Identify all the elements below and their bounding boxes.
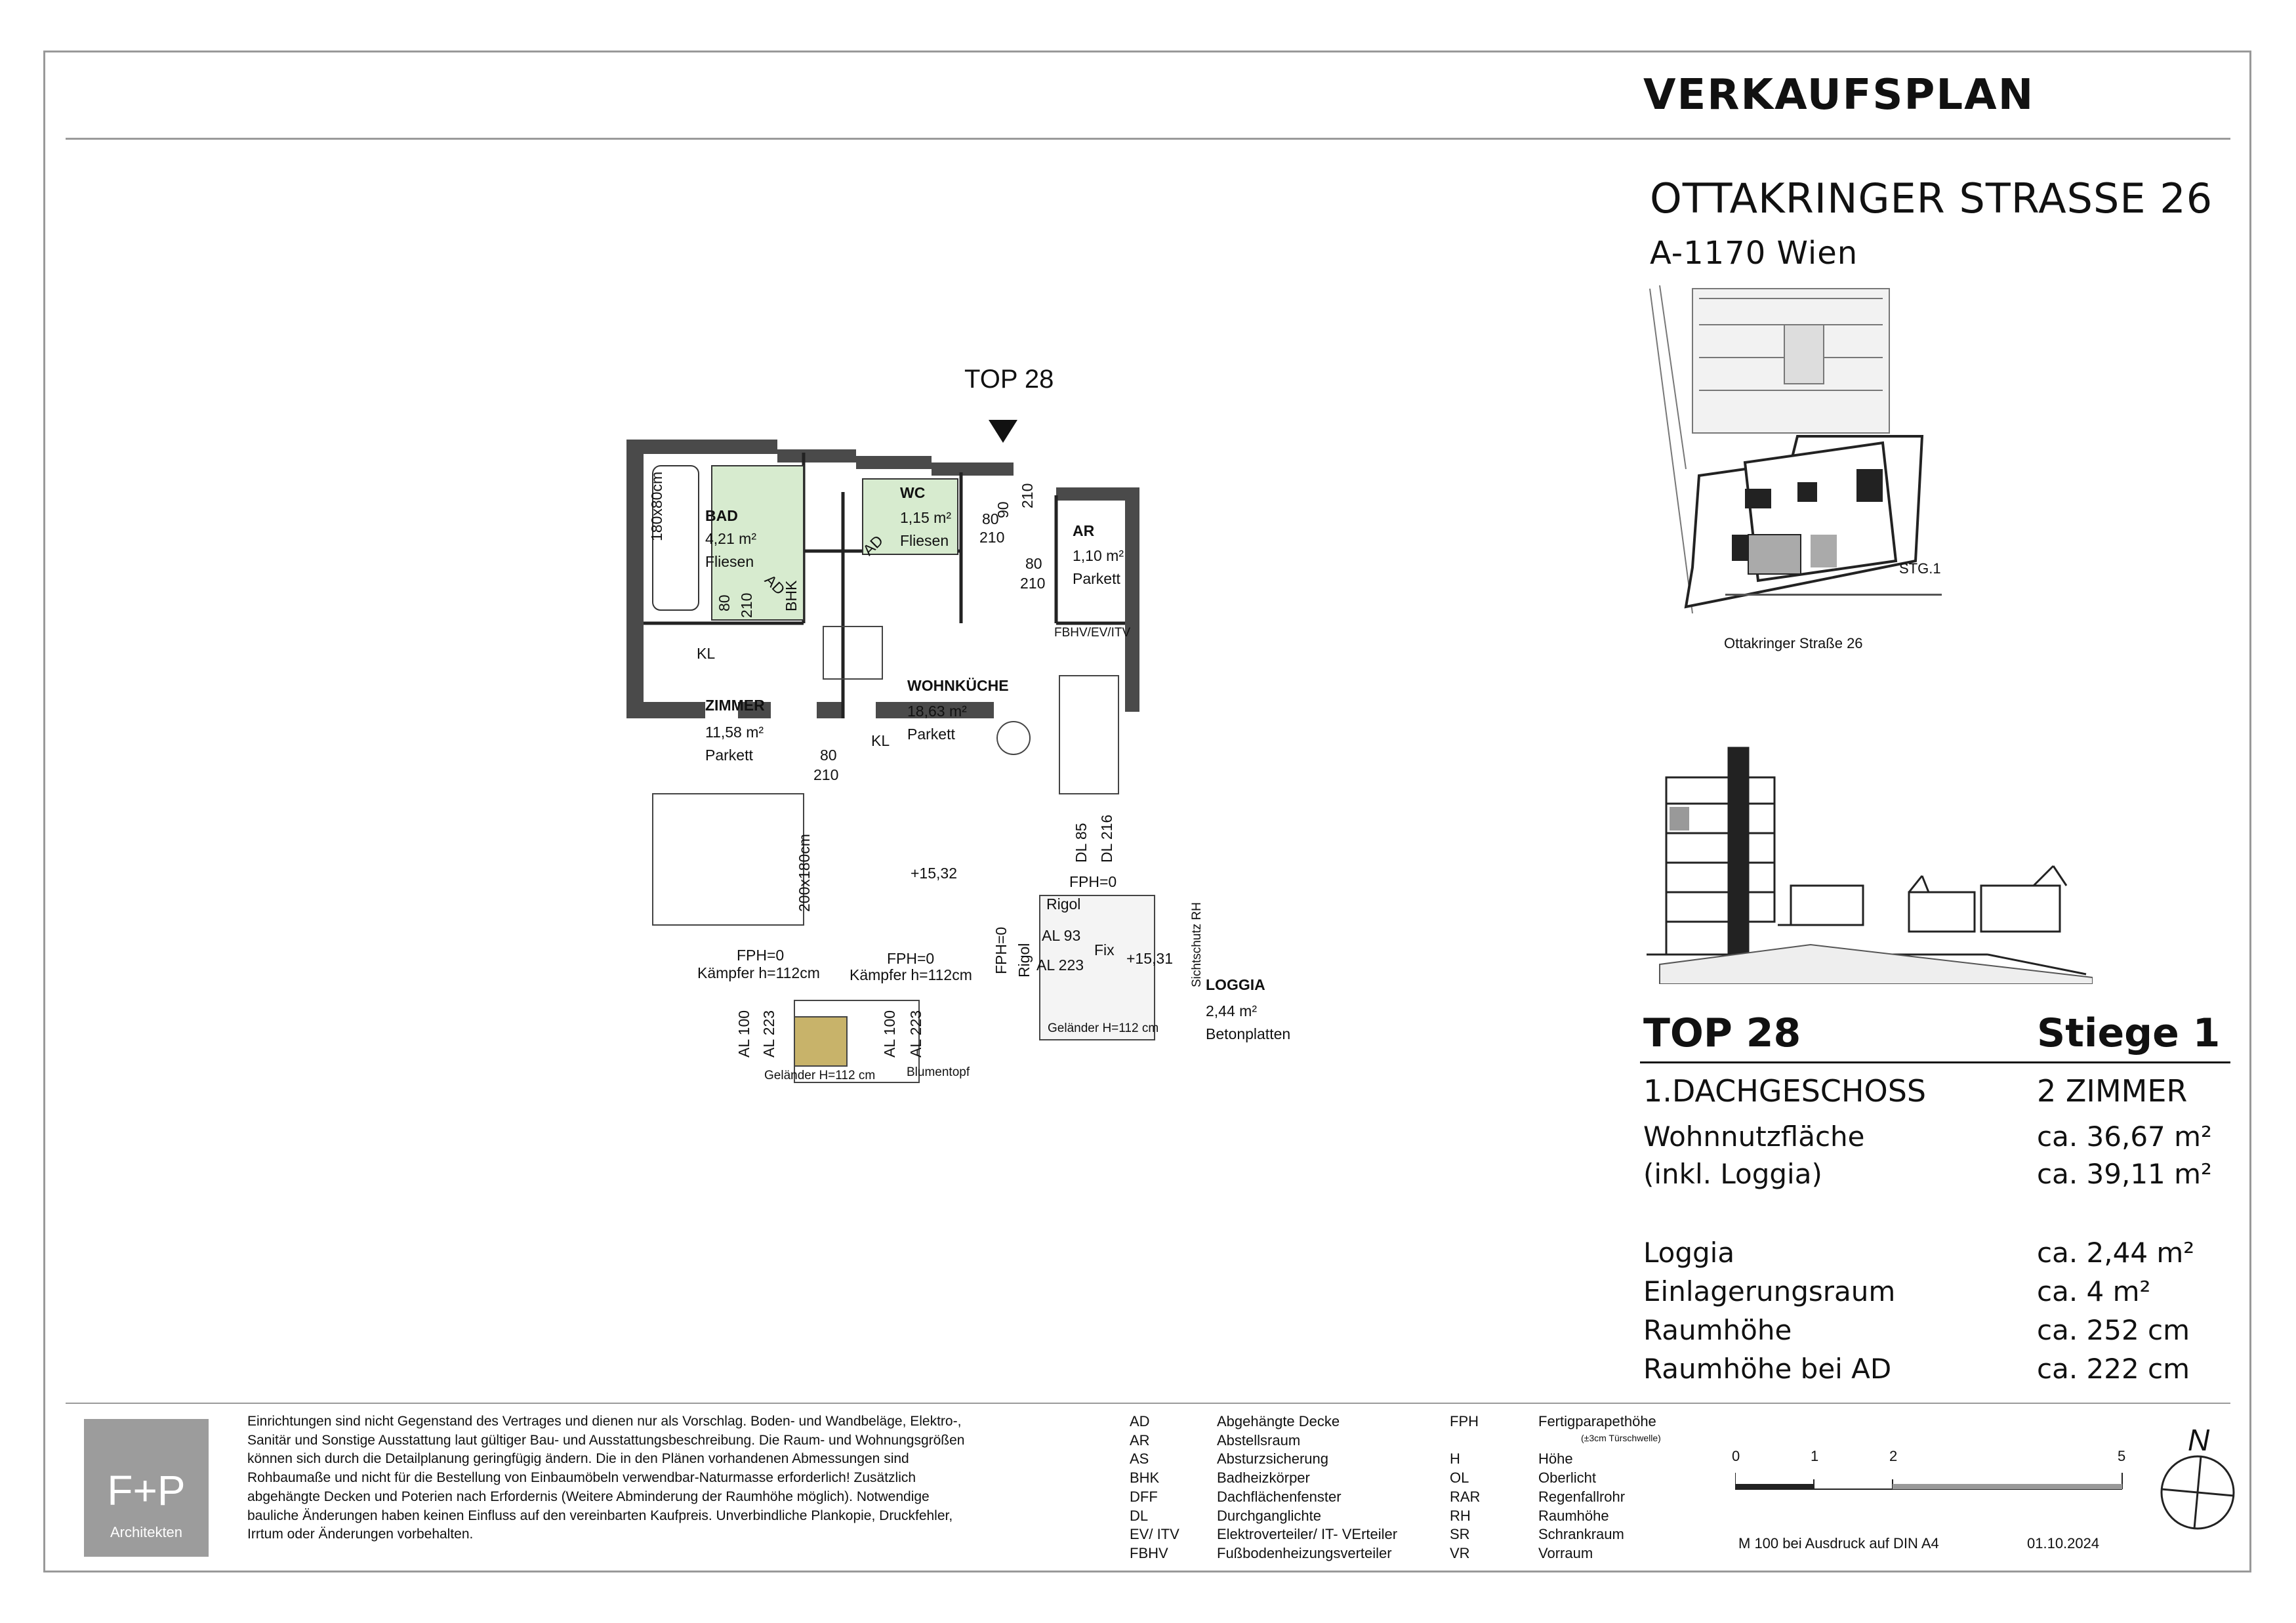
kl-label-1: KL [697, 645, 716, 662]
plan-date: 01.10.2024 [2027, 1535, 2100, 1551]
door-entry-width: 90 [994, 501, 1012, 518]
room-floor-bad: Fliesen [705, 553, 754, 570]
kaempfer-kueche: Kämpfer h=112cm [850, 966, 972, 983]
rigol-2: Rigol [1015, 943, 1033, 977]
ad-label-1: AD [761, 571, 789, 598]
site-stair-label: STG.1 [1899, 560, 1941, 577]
north-label: N [2188, 1423, 2210, 1457]
fph-zimmer: FPH=0 [737, 947, 785, 964]
room-floor-wc: Fliesen [900, 532, 949, 549]
door-zimmer-height: 210 [813, 766, 839, 783]
scale-tick: 0 [1732, 1448, 1740, 1464]
legend-text-b: Fertigparapethöhe Höhe Oberlicht Regenfallrohr Raumhöhe Schrankraum Vorraum [1538, 1413, 1656, 1561]
dl-216: DL 216 [1098, 814, 1115, 863]
door-wc-width: 80 [982, 510, 999, 527]
room-floor-loggia: Betonplatten [1206, 1025, 1291, 1042]
level-1: +15,32 [911, 865, 957, 882]
summary-divider [1640, 1061, 2230, 1063]
address-street: OTTAKRINGER STRASSE 26 [1650, 175, 2213, 222]
scale-tick: 1 [1811, 1448, 1819, 1464]
room-name-zimmer: ZIMMER [705, 697, 765, 714]
sichtschutz-label: Sichtschutz RH [1190, 902, 1204, 987]
room-name-bad: BAD [705, 507, 738, 524]
room-area-wc: 1,15 m² [900, 509, 951, 526]
ad-label-2: AD [859, 531, 887, 559]
kaempfer-zimmer: Kämpfer h=112cm [697, 964, 820, 981]
al-223-loggia: AL 223 [1036, 956, 1084, 974]
room-name-wc: WC [900, 484, 926, 501]
door-bad-width: 80 [716, 594, 733, 611]
entry-marker-icon [989, 420, 1017, 443]
al-100-a: AL 100 [735, 1010, 752, 1058]
summary-label: Raumhöhe bei AD [1643, 1353, 1892, 1385]
rigol-1: Rigol [1046, 895, 1081, 913]
scale-tick: 5 [2118, 1448, 2126, 1464]
logo-main: F+P [107, 1467, 186, 1514]
scale-bar [1735, 1469, 2129, 1496]
room-name-wohnkueche: WOHNKÜCHE [907, 677, 1009, 694]
door-zimmer-width: 80 [820, 747, 837, 764]
summary-label: Einlagerungsraum [1643, 1275, 1896, 1307]
scale-note: M 100 bei Ausdruck auf DIN A4 [1738, 1535, 1939, 1551]
dl-85: DL 85 [1073, 823, 1090, 863]
legend-text-a: Abgehängte Decke Abstellsraum Absturzsicherung Badheizkörper Dachflächenfenster Durchganglichte Elektroverteiler/ IT- VErteiler Fußbodenheizungsverteiler [1217, 1413, 1398, 1561]
room-name-ar: AR [1073, 522, 1095, 539]
room-floor-zimmer: Parkett [705, 747, 753, 764]
blumentopf-label: Blumentopf [907, 1065, 970, 1079]
summary-stiege: Stiege 1 [2037, 1010, 2221, 1056]
room-area-wohnkueche: 18,63 m² [907, 703, 967, 720]
unit-label: TOP 28 [964, 365, 1054, 394]
room-area-ar: 1,10 m² [1073, 547, 1124, 564]
tub-size: 180x80cm [648, 471, 665, 541]
summary-rooms: 2 ZIMMER [2037, 1073, 2188, 1109]
fph-loggia: FPH=0 [1069, 873, 1117, 890]
al-100-b: AL 100 [881, 1010, 898, 1058]
room-area-bad: 4,21 m² [705, 530, 756, 547]
summary-label: (inkl. Loggia) [1643, 1158, 1822, 1190]
room-area-zimmer: 11,58 m² [705, 724, 764, 741]
logo-sub: Architekten [110, 1524, 183, 1540]
fph-side: FPH=0 [993, 926, 1010, 974]
al-93: AL 93 [1042, 927, 1081, 944]
summary-label: Raumhöhe [1643, 1314, 1792, 1346]
summary-value: ca. 2,44 m² [2037, 1237, 2195, 1269]
fix-label: Fix [1094, 941, 1115, 958]
summary-value: ca. 252 cm [2037, 1314, 2190, 1346]
architect-logo [84, 1419, 209, 1557]
door-entry-height: 210 [1019, 483, 1036, 508]
fph-kueche: FPH=0 [887, 950, 935, 967]
summary-label: Loggia [1643, 1237, 1735, 1269]
fbhv-label: FBHV/EV/ITV [1054, 626, 1131, 640]
al-223-b: AL 223 [907, 1010, 924, 1058]
header-divider [66, 138, 2230, 140]
gelaender-balcony: Geländer H=112 cm [764, 1069, 876, 1082]
north-arrow-icon [2158, 1453, 2237, 1532]
room-area-loggia: 2,44 m² [1206, 1002, 1257, 1019]
summary-value: ca. 36,67 m² [2037, 1120, 2212, 1153]
bed-size: 200x180cm [796, 834, 813, 912]
door-bad-height: 210 [738, 592, 755, 618]
summary-value: ca. 222 cm [2037, 1353, 2190, 1385]
summary-floor: 1.DACHGESCHOSS [1643, 1073, 1927, 1109]
section-drawing [1647, 741, 2093, 984]
door-wc-height: 210 [979, 529, 1005, 546]
fph-note: (±3cm Türschwelle) [1581, 1433, 1661, 1443]
disclaimer-text: Einrichtungen sind nicht Gegenstand des Vertrages und dienen nur als Vorschlag. Boden- und Wandbeläge, Elektro-, Sanitär und Sonstige Ausstattung laut gültiger Bau- und Ausstattungsbeschreibung. Die Raum- und Wohnungsgrößen können sich durch die Detailplanung geringfügig ändern. Die in den Plänen vorhandenen Abmessungen sind Rohbaumaße und nicht für die Bestellung von Einbaumöbeln verwendbar-Naturmasse erforderlich! Zusätzlich abgehängte Decken und Poterien nach Erfordernis (Weitere Abminderung der Raumhöhe möglich). Notwendige bauliche Änderungen haben keinen Einfluss auf den vereinbarten Kaufpreis. Unverbindliche Plankopie, Druckfehler, Irrtum oder Änderungen vorbehalten. [247, 1414, 965, 1542]
room-name-loggia: LOGGIA [1206, 976, 1265, 993]
gelaender-loggia: Geländer H=112 cm [1048, 1021, 1159, 1035]
page-title: VERKAUFSPLAN [1643, 71, 2035, 119]
door-ar-width: 80 [1025, 555, 1042, 572]
summary-value: ca. 39,11 m² [2037, 1158, 2212, 1190]
summary-top: TOP 28 [1643, 1010, 1801, 1056]
summary-label: Wohnnutzfläche [1643, 1120, 1865, 1153]
room-floor-ar: Parkett [1073, 570, 1120, 587]
scale-tick: 2 [1889, 1448, 1898, 1464]
legend-abbr-a: AD AR AS BHK DFF DL EV/ ITV FBHV [1130, 1413, 1179, 1561]
address-city: A-1170 Wien [1650, 235, 1858, 272]
summary-value: ca. 4 m² [2037, 1275, 2151, 1307]
level-2: +15,31 [1126, 950, 1173, 967]
kl-label-2: KL [871, 732, 890, 749]
legend-abbr-b: FPH H OL RAR RH SR VR [1450, 1413, 1481, 1561]
bhk-label: BHK [783, 580, 800, 611]
al-223-a: AL 223 [760, 1010, 777, 1058]
door-ar-height: 210 [1020, 575, 1046, 592]
site-street-label: Ottakringer Straße 26 [1724, 635, 1863, 651]
footer-divider [66, 1403, 2230, 1404]
room-floor-wohnkueche: Parkett [907, 726, 955, 743]
